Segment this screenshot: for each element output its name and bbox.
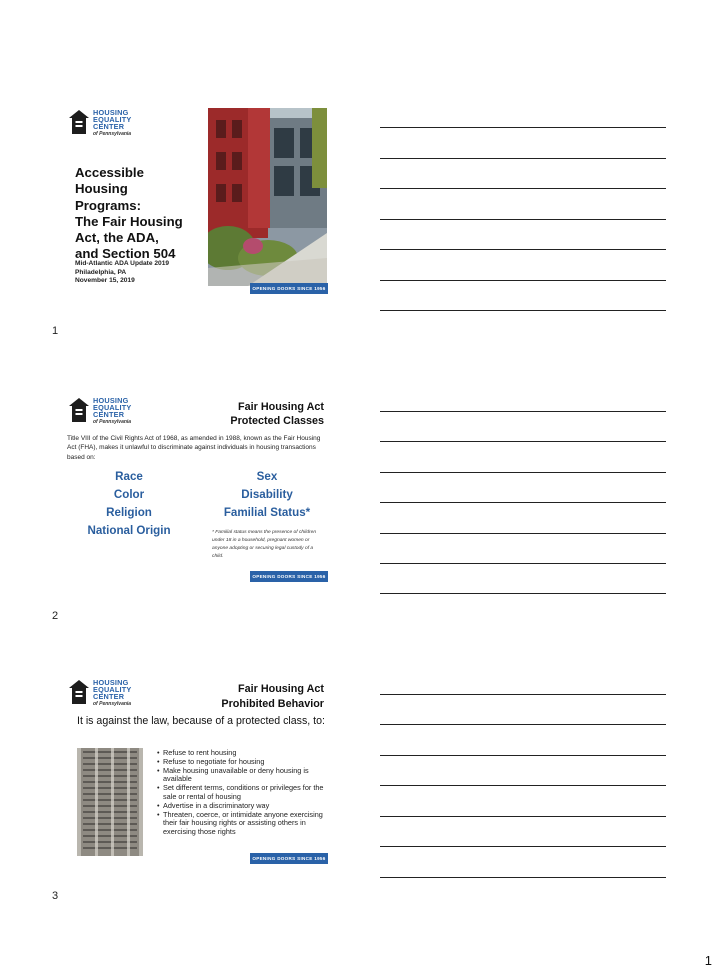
apartment-tower-photo [77,748,143,856]
list-item: • Refuse to rent housing [157,749,332,757]
note-line [380,249,666,250]
slide-title [75,165,215,263]
slide-heading [221,682,324,712]
logo-line-equality: EQUALITY [93,115,132,125]
event-name: Mid-Atlantic ADA Update 2019 [75,260,170,267]
title-line: The Fair Housing [75,213,183,229]
note-line [380,724,666,725]
note-line [380,593,666,594]
note-line [380,785,666,786]
title-line: Act, the ADA, [75,230,159,246]
heading-line: Prohibited Behavior [221,698,324,710]
note-line [380,219,666,220]
list-item: • Set different terms, conditions or privileges for the sale or rental of housing [157,784,332,801]
note-line [380,472,666,473]
note-line [380,158,666,159]
note-line [380,755,666,756]
slide-1 [62,100,334,300]
heading-line: Fair Housing Act [238,401,324,413]
logo-subtitle: of Pennsylvania [93,130,132,137]
list-item: • Make housing unavailable or deny housing is available [157,767,332,784]
protected-class-disability: Disability [241,488,293,501]
heading-line: Protected Classes [230,415,324,427]
tagline-badge: OPENING DOORS SINCE 1956 [250,571,328,582]
housing-equality-center-logo [68,679,142,715]
logo-line-center: CENTER [93,410,125,420]
slide-heading [230,400,324,428]
event-details [75,260,169,286]
logo-subtitle: of Pennsylvania [93,418,132,425]
housing-equality-center-logo [68,109,142,145]
heading-line: Fair Housing Act [238,683,324,695]
protected-class-religion: Religion [106,506,152,519]
note-line [380,877,666,878]
slide-number: 1 [52,325,59,337]
building-photo [208,108,327,286]
house-equal-icon [68,397,90,423]
slide-3 [62,670,334,870]
tagline-badge: OPENING DOORS SINCE 1956 [250,283,328,294]
title-line: Programs: [75,197,141,213]
logo-line-housing: HOUSING [93,396,129,405]
title-line: Accessible [75,165,144,180]
note-line [380,533,666,534]
protected-class-color: Color [113,488,145,501]
tagline-badge: OPENING DOORS SINCE 1956 [250,853,328,864]
intro-text: Title VIII of the Civil Rights Act of 1968, as amended in 1988, known as the Fair Housing Act (FHA), makes it unlawful to discriminate against individuals in housing transactions based on: [67,435,321,461]
slide-number: 2 [52,610,59,622]
logo-line-equality: EQUALITY [93,403,132,413]
logo-line-center: CENTER [93,122,125,132]
page-number: 1 [704,953,712,968]
lead-text: It is against the law, because of a protected class, to: [77,715,325,727]
note-line [380,280,666,281]
note-line [380,694,666,695]
note-line [380,127,666,128]
logo-line-equality: EQUALITY [93,685,132,695]
house-equal-icon [68,109,90,135]
protected-class-national-origin: National Origin [87,524,171,537]
protected-class-race: Race [115,470,143,483]
protected-class-sex: Sex [256,470,278,483]
house-equal-icon [68,679,90,705]
list-item: • Advertise in a discriminatory way [157,802,332,810]
logo-subtitle: of Pennsylvania [93,700,132,707]
title-line: Housing [75,181,128,197]
note-line [380,411,666,412]
slide-2 [62,388,334,588]
protected-class-familial-status: Familial Status* [223,506,311,519]
housing-equality-center-logo [68,397,142,433]
note-line [380,441,666,442]
prohibited-behavior-list [157,749,332,837]
note-line [380,310,666,311]
familial-status-footnote: * Familial status means the presence of children under 18 in a household, pregnant women or anyone adopting or securing legal custody of a child. [212,530,317,560]
list-item: • Threaten, coerce, or intimidate anyone exercising their fair housing rights or assisting others in exercising those rights [157,811,332,836]
note-line [380,563,666,564]
logo-line-housing: HOUSING [93,678,129,687]
event-location: Philadelphia, PA [75,268,127,276]
note-line [380,846,666,847]
list-item: • Refuse to negotiate for housing [157,758,332,766]
note-line [380,502,666,503]
note-line [380,816,666,817]
note-line [380,188,666,189]
event-date: November 15, 2019 [75,277,135,285]
slide-number: 3 [52,890,59,902]
title-line: and Section 504 [75,246,176,262]
logo-line-housing: HOUSING [93,108,129,117]
logo-line-center: CENTER [93,692,125,702]
